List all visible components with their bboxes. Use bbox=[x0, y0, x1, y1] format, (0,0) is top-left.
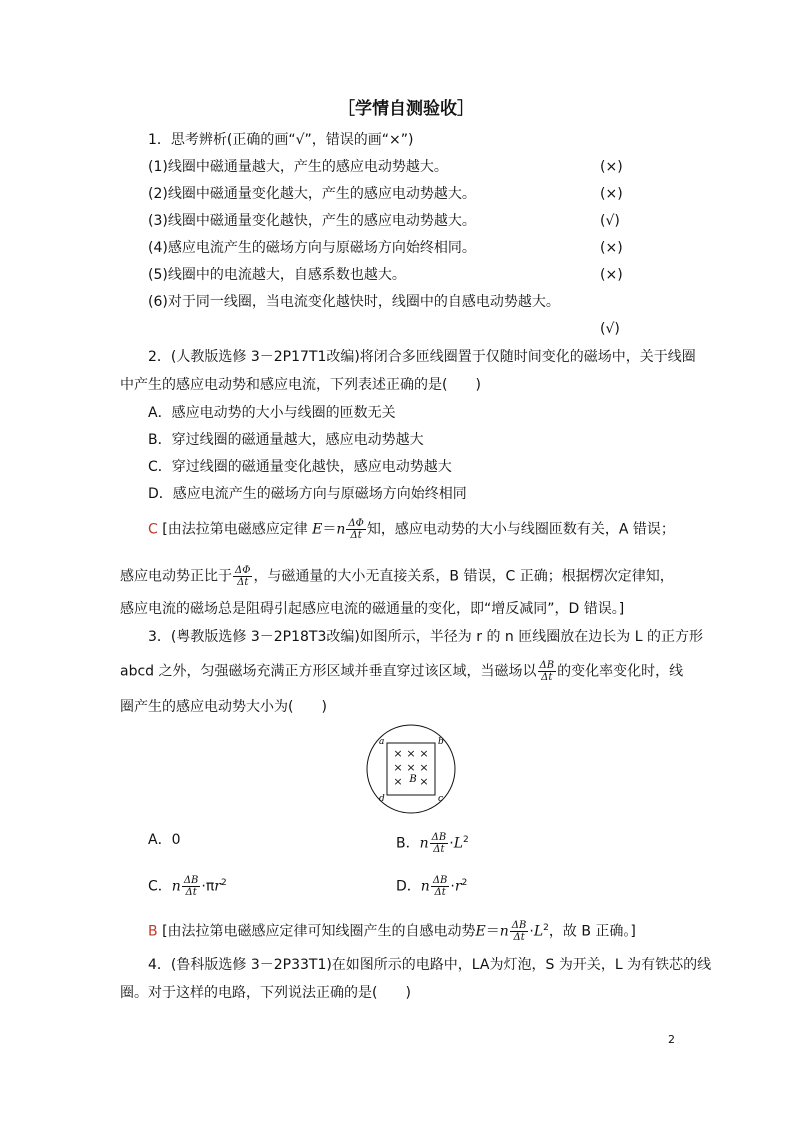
formula-dphi-dt: $\frac{\Delta\Phi}{\Delta t}$ bbox=[348, 518, 364, 541]
q2-explanation-line2 bbox=[120, 565, 674, 588]
q3-stem-line3: 圈产生的感应电动势大小为( ) bbox=[120, 699, 327, 715]
q3-stem-line2 bbox=[120, 660, 683, 683]
q2-exp1b: 知，感应电动势的大小与线圈匝数有关，A 错误； bbox=[366, 521, 675, 538]
q2-explanation-line3: 感应电流的磁场总是阻碍引起感应电流的磁通量的变化，即“增反减同”，D 错误。] bbox=[120, 601, 625, 617]
q1-stem: 1．思考辨析(正确的画“√”，错误的画“×”) bbox=[148, 132, 414, 148]
q2-stem-line2: 中产生的感应电动势和感应电流，下列表述正确的是( ) bbox=[120, 377, 481, 393]
formula-db-dt: $\frac{\Delta B}{\Delta t}$ bbox=[539, 660, 555, 683]
q3-option-a: A．0 bbox=[148, 832, 181, 848]
section-title: ［学情自测验收］ bbox=[338, 99, 474, 119]
svg-text:×: × bbox=[393, 747, 403, 760]
q1-item-5: (5)线圈中的电流越大，自感系数也越大。 bbox=[148, 267, 406, 283]
q1-mark-6: (√) bbox=[600, 321, 620, 337]
coil-figure bbox=[365, 722, 457, 816]
q3-option-d: D．n $\frac{\Delta B}{\Delta t}$ $\cdot r^2$ bbox=[396, 875, 468, 899]
svg-text:×: × bbox=[419, 747, 429, 760]
page-number: 2 bbox=[668, 1033, 675, 1046]
q1-mark-3: (√) bbox=[600, 213, 620, 229]
q2-exp1a: [由法拉第电磁感应定律 bbox=[162, 521, 308, 538]
fig-label-B: B bbox=[409, 774, 417, 785]
svg-text:×: × bbox=[393, 775, 403, 788]
q4-stem-line2: 圈。对于这样的电路，下列说法正确的是( ) bbox=[120, 985, 411, 1001]
q2-exp2b: ，与磁通量的大小无直接关系，B 错误，C 正确；根据楞次定律知， bbox=[253, 568, 674, 585]
svg-text:×: × bbox=[419, 761, 429, 774]
svg-text:×: × bbox=[419, 775, 429, 788]
q2-option-c: C．穿过线圈的磁通量变化越快，感应电动势越大 bbox=[148, 459, 452, 475]
formula-dphi-dt-2: $\frac{\Delta\Phi}{\Delta t}$ bbox=[235, 565, 251, 588]
q2-option-a: A．感应电动势的大小与线圈的匝数无关 bbox=[148, 405, 396, 421]
q1-mark-2: (×) bbox=[600, 186, 623, 202]
svg-text:×: × bbox=[393, 761, 403, 774]
q1-mark-1: (×) bbox=[600, 159, 623, 175]
q1-item-6: (6)对于同一线圈，当电流变化越快时，线圈中的自感电动势越大。 bbox=[148, 294, 560, 310]
q1-mark-5: (×) bbox=[600, 267, 623, 283]
q2-option-d: D．感应电流产生的磁场方向与原磁场方向始终相同 bbox=[148, 486, 467, 502]
q3-stem2a: abcd 之外，匀强磁场充满正方形区域并垂直穿过该区域，当磁场以 bbox=[120, 663, 537, 680]
fig-label-b: b bbox=[438, 737, 444, 747]
q3-explanation: B [由法拉第电磁感应定律可知线圈产生的自感电动势E＝n $\frac{\Delta B}{\Delta t}$ $\cdot L^2$，故 B 正确。] bbox=[148, 920, 636, 944]
q2-exp2a: 感应电动势正比于 bbox=[120, 568, 232, 585]
q1-item-2: (2)线圈中磁通量变化越大，产生的感应电动势越大。 bbox=[148, 186, 476, 202]
svg-text:×: × bbox=[406, 747, 416, 760]
svg-text:×: × bbox=[406, 761, 416, 774]
fig-label-c: c bbox=[438, 794, 444, 804]
q1-item-1: (1)线圈中磁通量越大，产生的感应电动势越大。 bbox=[148, 159, 448, 175]
q1-mark-4: (×) bbox=[600, 240, 623, 256]
q3-option-b: B．n $\frac{\Delta B}{\Delta t}$ $\cdot L^2$ bbox=[396, 832, 469, 856]
q2-explanation-line1: C [由法拉第电磁感应定律 E＝n $\frac{\Delta\Phi}{\Delta t}$ 知，感应电动势的大小与线圈匝数有关，A 错误； bbox=[148, 518, 675, 541]
q2-stem-line1: 2．(人教版选修 3－2P17T1改编)将闭合多匝线圈置于仅随时间变化的磁场中，关于线圈 bbox=[148, 349, 696, 365]
q3-answer: B bbox=[148, 923, 158, 940]
fig-label-a: a bbox=[379, 737, 385, 747]
fig-label-d: d bbox=[379, 794, 385, 804]
q3-option-c: C．n $\frac{\Delta B}{\Delta t}$ $\cdot\pi r^2$ bbox=[148, 875, 227, 899]
q3-stem2b: 的变化率变化时，线 bbox=[557, 663, 684, 680]
q4-stem-line1: 4．(鲁科版选修 3－2P33T1)在如图所示的电路中，LA为灯泡，S 为开关，L 为有铁芯的线 bbox=[148, 957, 712, 973]
q3-stem-line1: 3．(粤教版选修 3－2P18T3改编)如图所示，半径为 r 的 n 匝线圈放在边长为 L 的正方形 bbox=[148, 629, 703, 645]
q1-item-3: (3)线圈中磁通量变化越快，产生的感应电动势越大。 bbox=[148, 213, 476, 229]
q1-item-4: (4)感应电流产生的磁场方向与原磁场方向始终相同。 bbox=[148, 240, 476, 256]
q2-option-b: B．穿过线圈的磁通量越大，感应电动势越大 bbox=[148, 432, 424, 448]
q2-answer: C bbox=[148, 521, 158, 538]
